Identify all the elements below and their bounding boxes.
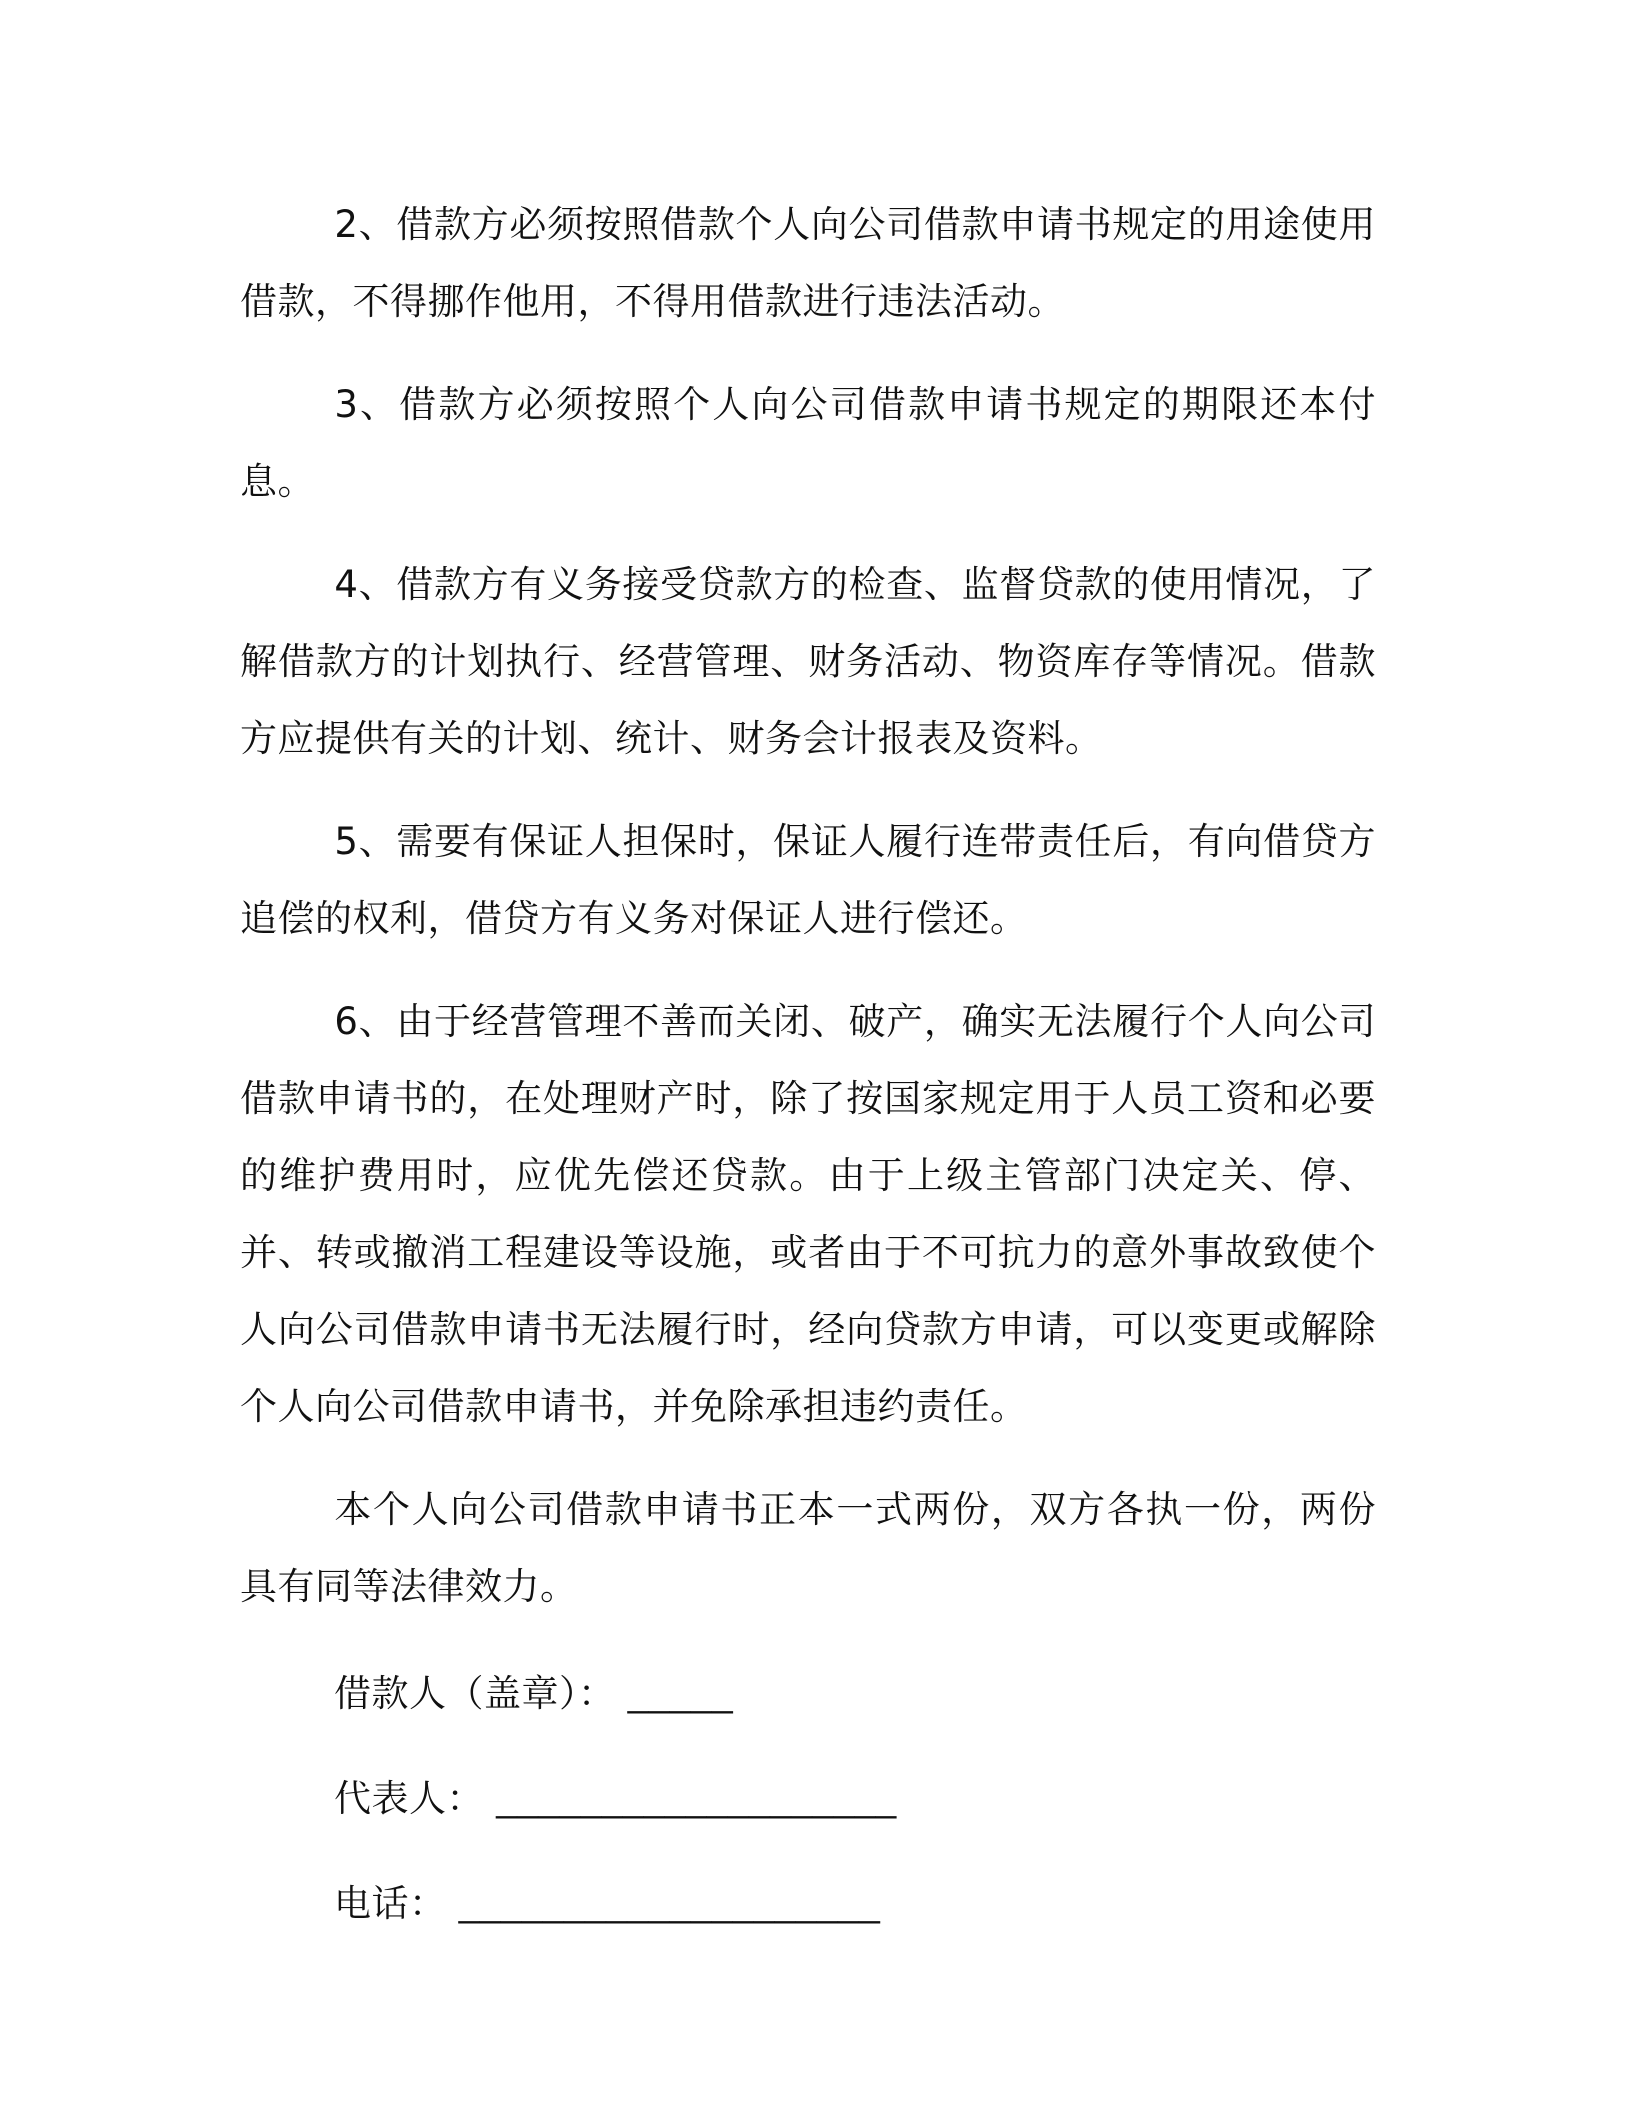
representative-label: 代表人： — [334, 1777, 484, 1820]
phone-label: 电话： — [334, 1882, 447, 1925]
copies-clause: 本个人向公司借款申请书正本一式两份，双方各执一份，两份具有同等法律效力。 — [240, 1488, 1376, 1608]
clause-2: 2、借款方必须按照借款个人向公司借款申请书规定的用途使用借款，不得挪作他用，不得用借款进行违法活动。 — [240, 203, 1376, 323]
borrower-signature-line — [240, 1655, 1376, 1732]
phone-line — [240, 1865, 1376, 1942]
representative-blank: ___________________ — [496, 1778, 897, 1819]
phone-blank: ____________________ — [458, 1883, 881, 1924]
borrower-blank: _____ — [627, 1673, 734, 1714]
signature-block — [240, 1655, 1376, 1942]
representative-signature-line — [240, 1760, 1376, 1837]
document-body — [240, 186, 1376, 1970]
borrower-label: 借款人（盖章）： — [334, 1672, 616, 1715]
clause-4: 4、借款方有义务接受贷款方的检查、监督贷款的使用情况，了解借款方的计划执行、经营管理、财务活动、物资库存等情况。借款方应提供有关的计划、统计、财务会计报表及资料。 — [240, 563, 1376, 760]
clause-3: 3、借款方必须按照个人向公司借款申请书规定的期限还本付息。 — [240, 383, 1376, 503]
clause-5: 5、需要有保证人担保时，保证人履行连带责任后，有向借贷方追偿的权利，借贷方有义务对保证人进行偿还。 — [240, 820, 1376, 940]
clause-6: 6、由于经营管理不善而关闭、破产，确实无法履行个人向公司借款申请书的，在处理财产时，除了按国家规定用于人员工资和必要的维护费用时，应优先偿还贷款。由于上级主管部门决定关、停、并、转或撤消工程建设等设施，或者由于不可抗力的意外事故致使个人向公司借款申请书无法履行时，经向贷款方申请，可以变更或解除个人向公司借款申请书，并免除承担违约责任。 — [240, 1000, 1376, 1428]
